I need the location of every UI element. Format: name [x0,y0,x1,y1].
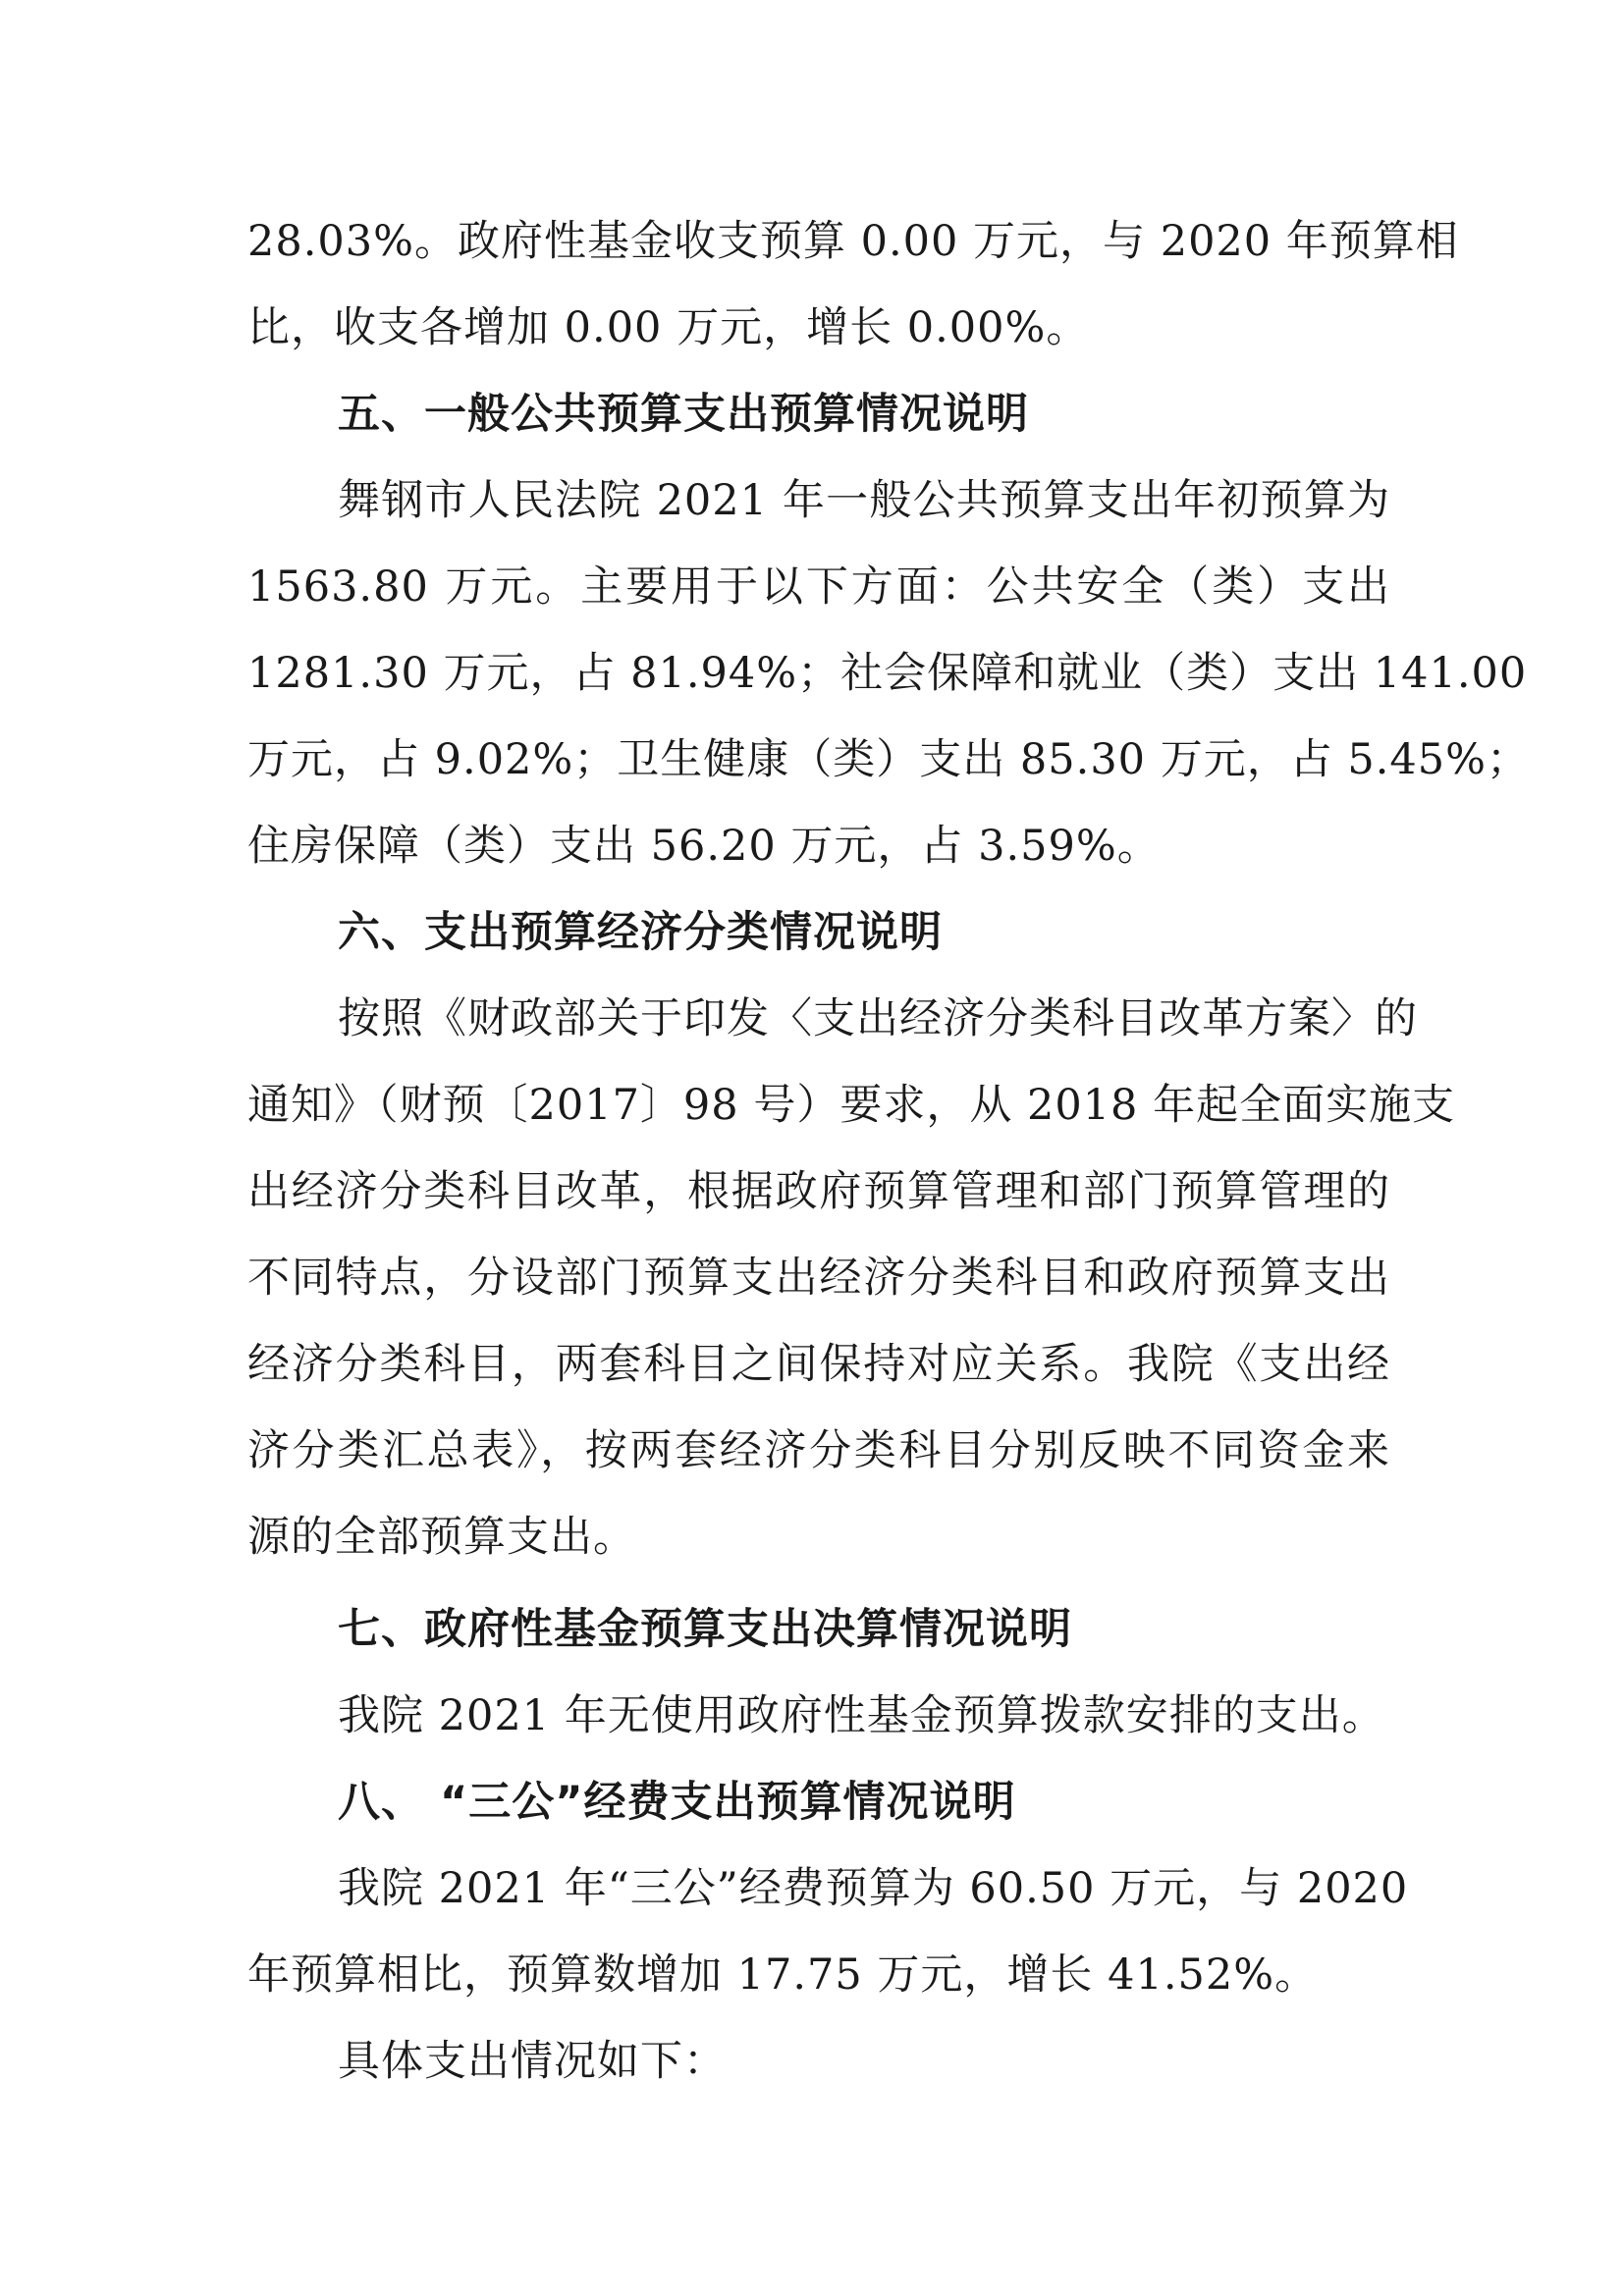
section-7-paragraph-line-1: 我院 2021 年无使用政府性基金预算拨款安排的支出。 [338,1691,1385,1740]
intro-line-2: 比，收支各增加 0.00 万元，增长 0.00%。 [247,303,1090,352]
section-6-paragraph-line-3: 出经济分类科目改革，根据政府预算管理和部门预算管理的 [247,1167,1390,1216]
section-8-paragraph-line-3: 具体支出情况如下： [338,2037,727,2086]
section-6-paragraph-line-1: 按照《财政部关于印发〈支出经济分类科目改革方案〉的 [338,994,1418,1043]
section-5-paragraph-line-4: 万元，占 9.02%；卫生健康（类）支出 85.30 万元，占 5.45%； [247,735,1530,784]
section-6-paragraph-line-5: 经济分类科目，两套科目之间保持对应关系。我院《支出经 [247,1340,1390,1389]
section-5-paragraph-line-2: 1563.80 万元。主要用于以下方面：公共安全（类）支出 [247,562,1390,612]
section-6-paragraph-line-4: 不同特点，分设部门预算支出经济分类科目和政府预算支出 [247,1254,1390,1303]
section-6-paragraph-line-7: 源的全部预算支出。 [247,1513,636,1562]
section-5-paragraph-line-1: 舞钢市人民法院 2021 年一般公共预算支出年初预算为 [338,476,1390,525]
section-8-paragraph-line-2: 年预算相比，预算数增加 17.75 万元，增长 41.52%。 [247,1950,1319,2000]
section-7-heading: 七、政府性基金预算支出决算情况说明 [338,1605,1072,1654]
section-5-heading: 五、一般公共预算支出预算情况说明 [338,390,1029,439]
section-5-paragraph-line-3: 1281.30 万元，占 81.94%；社会保障和就业（类）支出 141.00 [247,649,1528,698]
intro-line-1: 28.03%。政府性基金收支预算 0.00 万元，与 2020 年预算相 [247,217,1459,266]
section-6-heading: 六、支出预算经济分类情况说明 [338,908,943,957]
section-6-paragraph-line-6: 济分类汇总表》，按两套经济分类科目分别反映不同资金来 [247,1426,1390,1475]
section-6-paragraph-line-2: 通知》（财预〔2017〕98 号）要求，从 2018 年起全面实施支 [247,1081,1456,1130]
section-5-paragraph-line-5: 住房保障（类）支出 56.20 万元，占 3.59%。 [247,822,1161,871]
section-8-heading: 八、 “三公”经费支出预算情况说明 [338,1778,1016,1827]
section-8-paragraph-line-1: 我院 2021 年“三公”经费预算为 60.50 万元，与 2020 [338,1864,1409,1913]
